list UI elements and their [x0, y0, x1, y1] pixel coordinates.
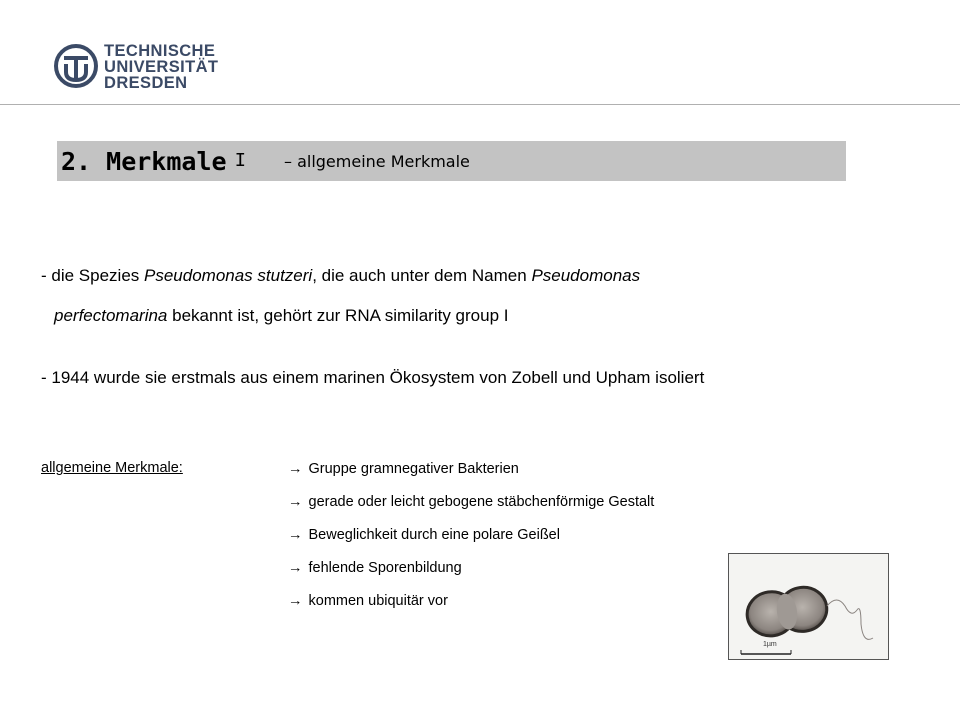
scale-bar-label: 1µm [763, 641, 777, 648]
bacterium-micrograph [728, 553, 889, 660]
slide-title-part: I [234, 150, 246, 172]
feature-item [288, 559, 654, 592]
logo-line-1: TECHNISCHE [104, 42, 216, 60]
features-label: allgemeine Merkmale: [41, 460, 183, 476]
logo-wordmark [104, 43, 234, 91]
species-name: Pseudomonas stutzeri [144, 266, 313, 285]
feature-text: kommen ubiquitär vor [308, 593, 448, 609]
arrow-right-icon: → [288, 461, 303, 477]
species-alt-name: Pseudomonas [531, 266, 641, 285]
feature-item [288, 493, 654, 526]
paragraph-text: bekannt ist, gehört zur RNA similarity group I [167, 306, 509, 325]
feature-item [288, 592, 654, 625]
paragraph-history: - 1944 wurde sie erstmals aus einem marinen Ökosystem von Zobell und Upham isoliert [41, 368, 705, 387]
feature-text: gerade oder leicht gebogene stäbchenförmige Gestalt [308, 494, 655, 510]
paragraph-text: - die Spezies [41, 266, 144, 285]
tu-dresden-logo-icon [52, 42, 100, 90]
paragraph-species [41, 266, 640, 286]
species-alt-name: perfectomarina [54, 306, 168, 325]
bacterium-micrograph-icon [729, 554, 889, 660]
feature-item [288, 460, 654, 493]
feature-text: Beweglichkeit durch eine polare Geißel [308, 527, 560, 543]
logo-line-2: UNIVERSITÄT [104, 58, 219, 76]
feature-text: fehlende Sporenbildung [308, 560, 462, 576]
arrow-right-icon: → [288, 494, 303, 510]
slide-title: 2. Merkmale [61, 146, 227, 176]
feature-item [288, 526, 654, 559]
arrow-right-icon: → [288, 560, 303, 576]
slide-title-bar [57, 141, 846, 181]
university-logo [52, 42, 232, 98]
slide-subtitle: – allgemeine Merkmale [283, 151, 470, 171]
arrow-right-icon: → [288, 593, 303, 609]
features-list [288, 460, 654, 625]
header-divider [0, 104, 960, 105]
logo-line-3: DRESDEN [104, 74, 188, 92]
arrow-right-icon: → [288, 527, 303, 543]
paragraph-text: , die auch unter dem Namen [312, 266, 532, 285]
feature-text: Gruppe gramnegativer Bakterien [308, 461, 519, 477]
paragraph-species-cont [54, 306, 508, 326]
